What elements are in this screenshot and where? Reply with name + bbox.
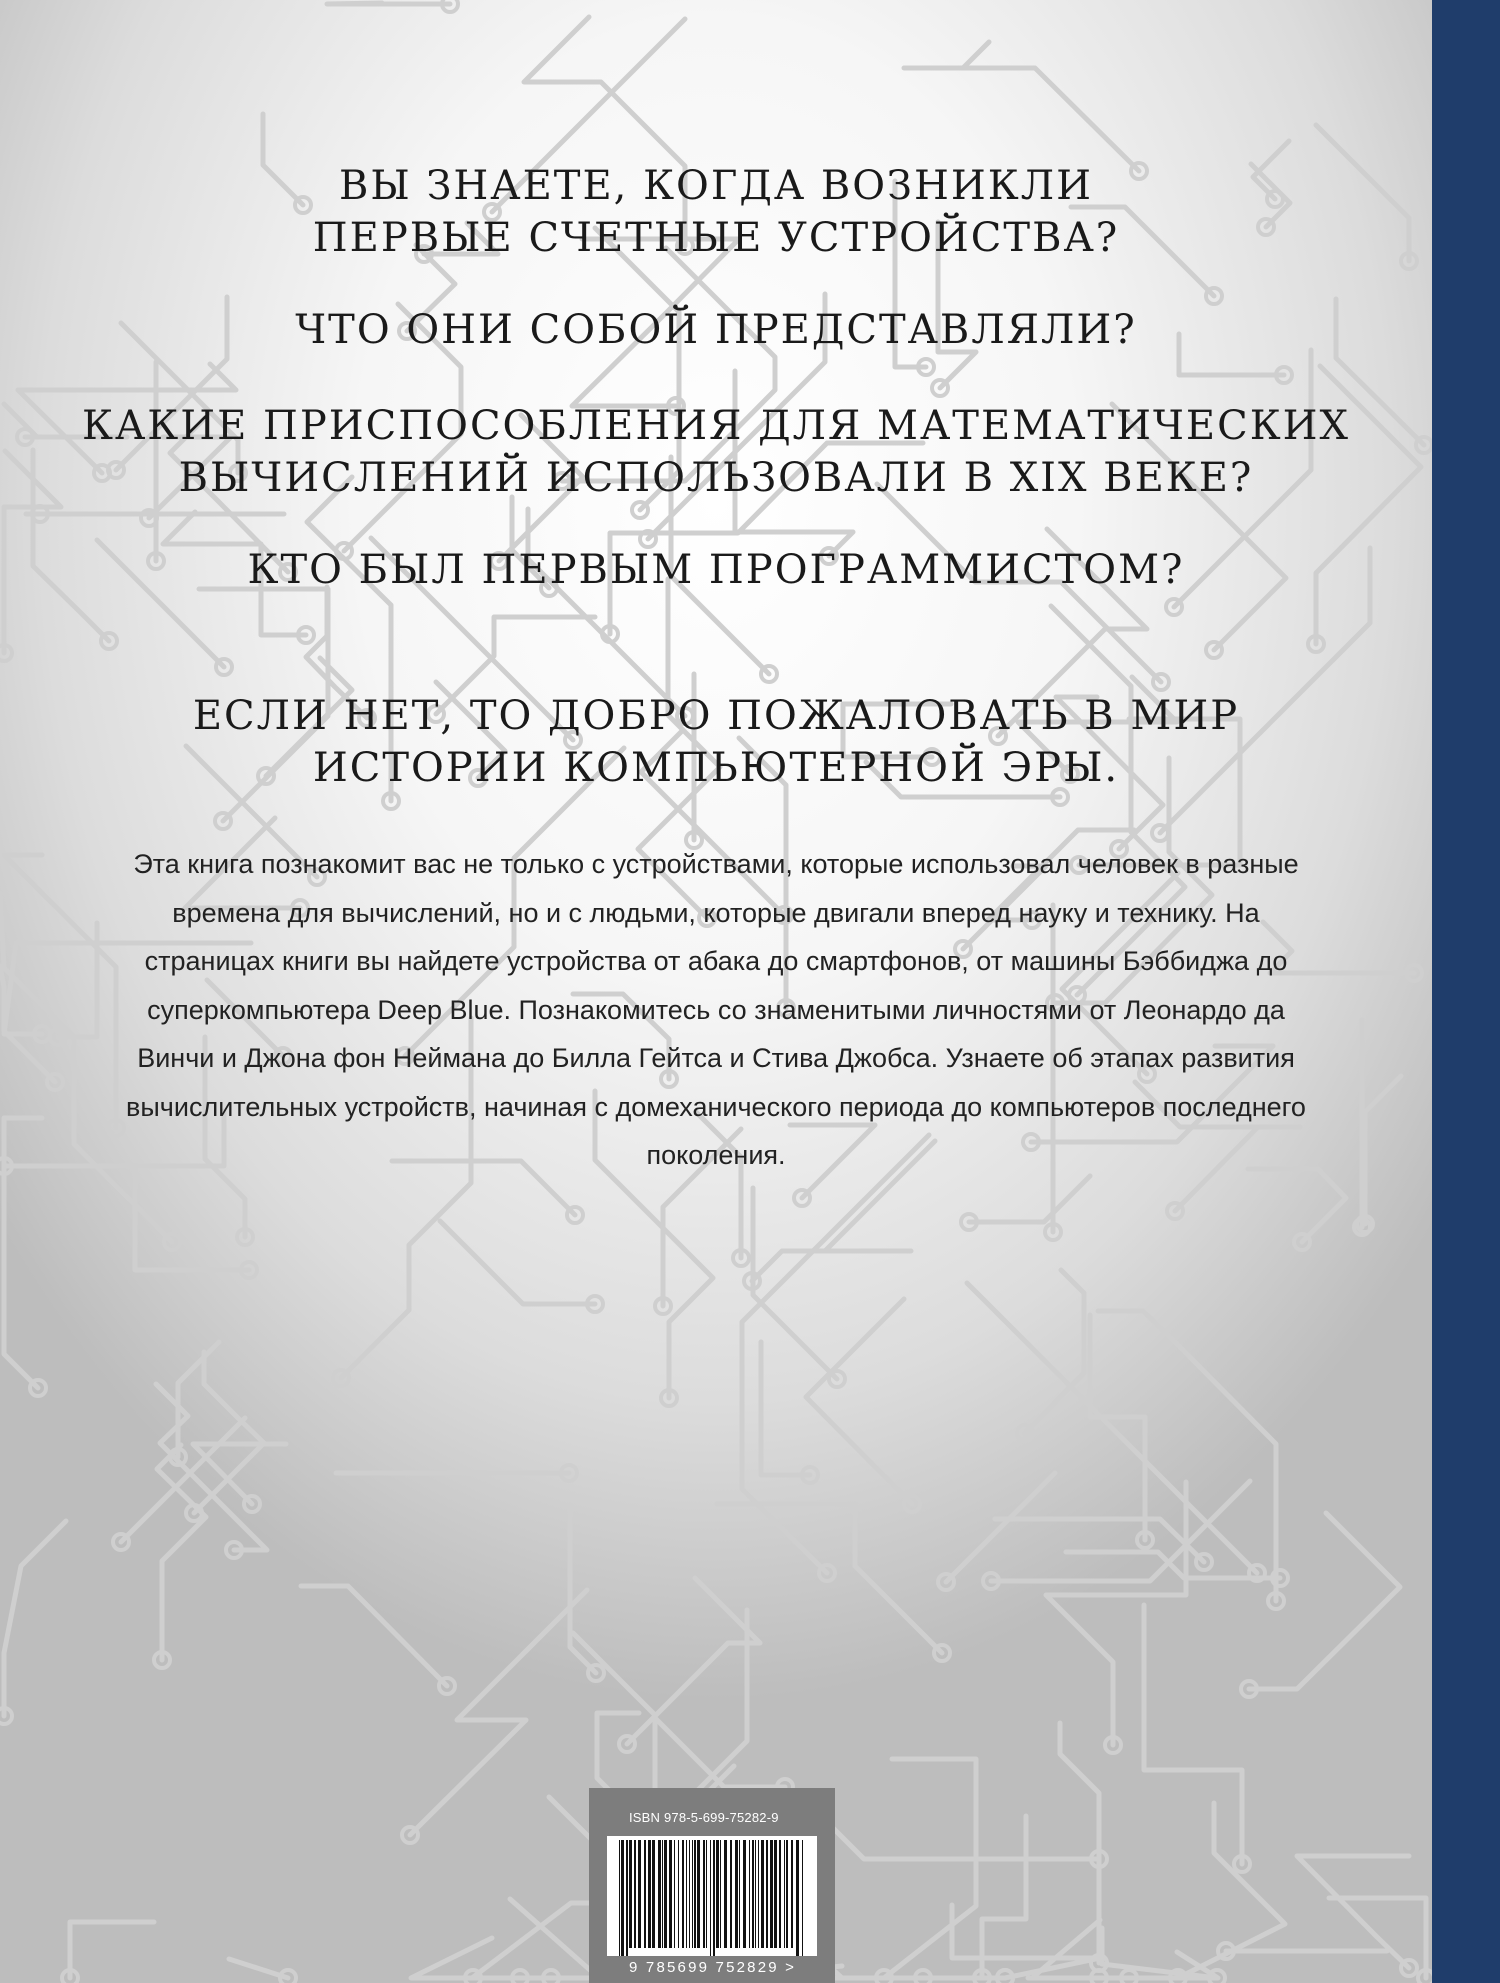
- circuit-trace: [327, 3, 450, 4]
- welcome-heading: [0, 690, 1432, 794]
- question-3-line-1: КАКИЕ ПРИСПОСОБЛЕНИЯ ДЛЯ МАТЕМАТИЧЕСКИХ: [81, 403, 1351, 449]
- barcode-bar: [626, 1840, 628, 1956]
- barcode-bar: [761, 1840, 764, 1948]
- barcode-bar: [629, 1840, 632, 1948]
- barcode-bar: [658, 1840, 661, 1948]
- barcode-bar: [786, 1840, 788, 1948]
- barcode-bar: [678, 1840, 679, 1948]
- circuit-trace: [4, 1521, 66, 1716]
- question-1-line-1: ВЫ ЗНАЕТЕ, КОГДА ВОЗНИКЛИ: [339, 163, 1093, 209]
- circuit-trace: [1102, 1928, 1217, 1978]
- circuit-trace: [884, 1759, 976, 1978]
- barcode-bar: [686, 1840, 687, 1948]
- circuit-trace: [946, 1473, 1055, 1582]
- welcome-line-1: ЕСЛИ НЕТ, ТО ДОБРО ПОЖАЛОВАТЬ В МИР: [192, 693, 1240, 739]
- circuit-trace: [1144, 1605, 1242, 1864]
- barcode-bar: [752, 1840, 754, 1948]
- barcode-bar: [710, 1840, 711, 1956]
- question-3: [0, 400, 1432, 504]
- barcode-bar: [791, 1840, 793, 1948]
- barcode-bar: [766, 1840, 768, 1948]
- spine-strip: [1432, 0, 1500, 1983]
- barcode-bar: [730, 1840, 732, 1948]
- circuit-trace: [528, 509, 685, 716]
- barcode-bar: [713, 1840, 715, 1956]
- barcode-bar: [648, 1840, 651, 1948]
- question-2: [0, 304, 1432, 356]
- circuit-trace: [1090, 1315, 1145, 1540]
- circuit-trace: [753, 1188, 837, 1379]
- book-description: Эта книга познакомит вас не только с устройствами, которые использовал человек в разные времена для вычислений, но и с людьми, которые двигали вперед науку и технику. На страницах книги вы найдете устройства от абака до смартфонов, от машины Бэббиджа до суперкомпьютера Deep Blue. Познакомитесь со знаменитыми личностями от Леонардо да Винчи и Джона фон Неймана до Билла Гейтса и Стива Джобса. Узнаете об этапах развития вычислительных устройств, начиная с домеханического периода до компьютеров последнего поколения.: [126, 849, 1306, 1170]
- circuit-trace: [70, 1922, 154, 1978]
- barcode-bar: [619, 1840, 620, 1956]
- barcode-bar: [716, 1840, 719, 1948]
- barcode-bar: [621, 1840, 624, 1956]
- barcode-bar: [770, 1840, 773, 1948]
- barcode-bar: [779, 1840, 781, 1948]
- barcode-bar: [706, 1840, 707, 1948]
- barcode-bar: [652, 1840, 655, 1948]
- barcode-digits: 9 785699 752829 >: [629, 1959, 797, 1976]
- circuit-trace: [1249, 1513, 1400, 1689]
- barcode-bar: [689, 1840, 690, 1948]
- circuit-trace: [410, 1590, 587, 1835]
- isbn-label: ISBN 978-5-699-75282-9: [629, 1810, 779, 1825]
- barcode-bar: [758, 1840, 759, 1948]
- barcode-bar: [735, 1840, 738, 1948]
- barcode-bar: [664, 1840, 667, 1948]
- barcode-bar: [749, 1840, 750, 1948]
- circuit-trace: [440, 1221, 595, 1304]
- barcode-bar: [724, 1840, 727, 1948]
- circuit-trace: [157, 1445, 206, 1660]
- barcode-bar: [802, 1840, 803, 1956]
- question-4: [0, 544, 1432, 596]
- barcode-bar: [774, 1840, 777, 1948]
- circuit-trace: [982, 1816, 1026, 1978]
- circuit-trace: [570, 1505, 596, 1673]
- barcode-bar: [634, 1840, 636, 1948]
- circuit-trace: [178, 1342, 219, 1457]
- circuit-trace: [654, 1717, 785, 1787]
- question-1-line-2: ПЕРВЫЕ СЧЕТНЫЕ УСТРОЙСТВА?: [312, 215, 1120, 261]
- barcode-bar: [662, 1840, 663, 1948]
- welcome-line-2: ИСТОРИИ КОМПЬЮТЕРНОЙ ЭРЫ.: [312, 745, 1120, 791]
- question-3-line-2: ВЫЧИСЛЕНИЙ ИСПОЛЬЗОВАЛИ В XIX ВЕКЕ?: [178, 455, 1254, 501]
- barcode-bar: [674, 1840, 675, 1948]
- question-4-line-1: КТО БЫЛ ПЕРВЫМ ПРОГРАММИСТОМ?: [247, 547, 1185, 593]
- barcode-bar: [720, 1840, 721, 1948]
- barcode-bar: [739, 1840, 740, 1948]
- circuit-trace: [967, 1283, 1257, 1573]
- circuit-trace: [627, 1578, 760, 1744]
- circuit-trace: [301, 1586, 447, 1686]
- question-1: [0, 160, 1432, 264]
- question-2-line-1: ЧТО ОНИ СОБОЙ ПРЕДСТАВЛЯЛИ?: [295, 307, 1137, 353]
- barcode-bar: [703, 1840, 705, 1948]
- circuit-trace: [742, 1135, 929, 1573]
- barcode-bar: [669, 1840, 672, 1948]
- circuit-trace: [969, 1176, 1090, 1222]
- circuit-trace: [904, 42, 1139, 171]
- barcode-bar: [694, 1840, 696, 1948]
- barcode-bar: [697, 1840, 700, 1948]
- circuit-trace: [1365, 1076, 1401, 1224]
- barcode-bar: [784, 1840, 785, 1948]
- barcode-bar: [644, 1840, 646, 1948]
- barcode-bar: [692, 1840, 693, 1948]
- barcode-bar: [755, 1840, 756, 1948]
- circuit-trace: [156, 1384, 267, 1550]
- barcode-bars: [589, 1788, 835, 1983]
- circuit-trace: [1248, 1169, 1346, 1242]
- barcode-bar: [743, 1840, 746, 1948]
- circuit-trace: [761, 1342, 810, 1475]
- circuit-trace: [830, 1907, 1005, 1978]
- barcode-bar: [796, 1840, 799, 1956]
- isbn-barcode-block: [589, 1788, 835, 1983]
- circuit-trace: [806, 1299, 912, 1504]
- barcode-bar: [638, 1840, 641, 1948]
- barcode-bar: [682, 1840, 684, 1948]
